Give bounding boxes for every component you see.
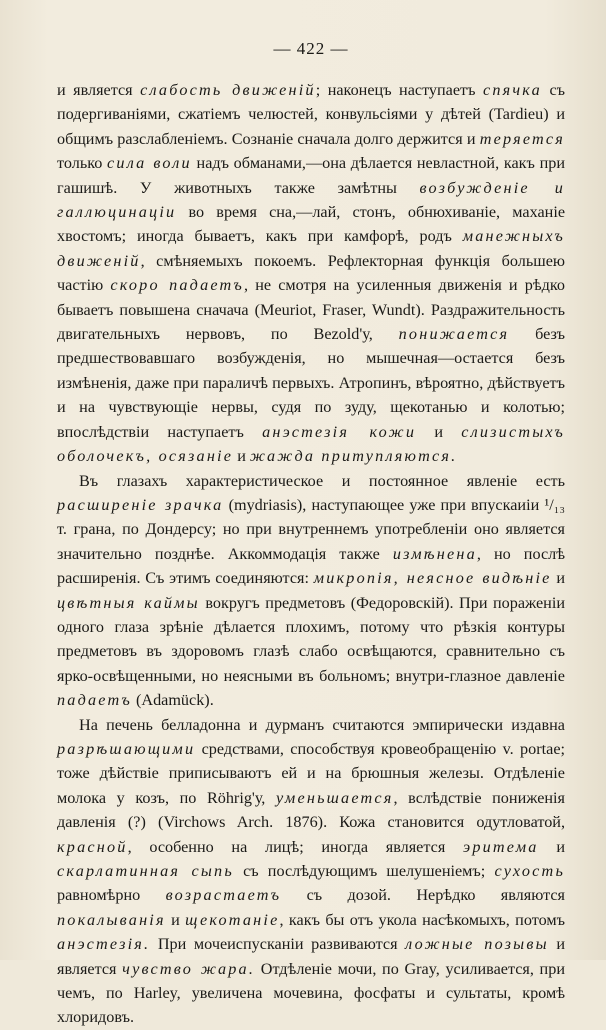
spaced-emphasis-text: расширеніе зрачка <box>57 495 224 514</box>
spaced-emphasis-text: скарлатинная сыпь <box>57 862 234 880</box>
page-number: — 422 — <box>273 39 349 58</box>
spaced-emphasis-text: падаетъ <box>57 691 132 710</box>
text-run: средствами, способствуя кровеобращенію v. portae; тоже дѣйствіе приписываютъ ей и на брюшныя железы. Отдѣленіе молока у козъ, по Röhrig'у, <box>57 739 565 807</box>
text-run: , не смотря на усиленныя движенія и рѣдко бываетъ повышена сначача (Meuriot, Fraser, Wundt). Раздражительность двигательныхъ нервовъ, по Bezold'у, <box>57 276 565 344</box>
spaced-emphasis-text: цвѣтныя каймы <box>57 593 200 612</box>
text-run: и <box>233 447 250 466</box>
spaced-emphasis-text: скоро падаетъ <box>110 276 245 295</box>
text-run: во время сна,—лай, стонъ, обнюхиваніе, маханіе хвостомъ; иногда бываетъ, какъ при камфорѣ, родъ <box>57 203 565 246</box>
text-run: , смѣняемыхъ покоемъ. Рефлекторная функція большею частію <box>57 251 565 295</box>
text-run: только <box>57 154 108 173</box>
text-run: , особенно на лицѣ; иногда является <box>127 837 463 856</box>
text-run: и является <box>57 81 141 99</box>
text-run: и <box>165 910 186 929</box>
paragraph <box>57 713 565 1030</box>
text-run: равномѣрно <box>57 886 166 905</box>
text-run: и <box>416 422 462 441</box>
text-run: съ дозой. Нерѣдко являются <box>281 886 565 905</box>
spaced-emphasis-text: эритема <box>462 837 539 856</box>
text-run: , вслѣдствіе пониженія давленія (?) (Virchows Arch. 1876). Кожа становится одутловатой, <box>57 788 565 832</box>
text-run: вокругъ предметовъ (Федоровскій). При пораженіи одного глаза зрѣніе дѣлается плохимъ, потому что рѣзкія контуры предметовъ въ здоровомъ глазѣ слабо освѣщаются, сравнительно съ ярко-освѣщенными, но неясными въ больномъ; внутри-глазное давленіе <box>57 593 565 685</box>
spaced-emphasis-text: слизистыхъ оболочекъ, осязаніе <box>57 422 565 466</box>
text-run: Отдѣленіе мочи, по Gray, усиливается, при чемъ, по Harley, увеличена мочевина, фосфаты и сультаты, кромѣ хлоридовъ. <box>57 959 565 1027</box>
spaced-emphasis-text: уменьшается <box>275 788 394 807</box>
spaced-emphasis-text: возбужденіе и галлюцинаціи <box>57 178 565 222</box>
spaced-emphasis-text: ложные позывы <box>405 935 549 954</box>
text-run: (Adamück). <box>131 691 214 710</box>
text-run: , но послѣ расширенія. Съ этимъ соединяются: <box>57 544 566 588</box>
spaced-emphasis-text: чувство жара. <box>122 959 256 978</box>
body-text <box>57 78 565 1030</box>
text-run: и является <box>57 935 566 978</box>
text-run: съ послѣдующимъ шелушеніемъ; <box>233 862 495 880</box>
spaced-emphasis-text: теряется <box>479 129 565 148</box>
spaced-emphasis-text: возрастаетъ <box>165 886 282 905</box>
text-run: На печень белладонна и дурманъ считаются эмпирически издавна <box>79 715 565 734</box>
text-run: Въ глазахъ характеристическое и постоянное явленіе есть <box>79 471 565 490</box>
text-run: и <box>538 837 565 856</box>
spaced-emphasis-text: покалыванія <box>57 910 166 929</box>
text-run: ; наконецъ наступаетъ <box>315 81 483 99</box>
spaced-emphasis-text: микропія, неясное видѣніе <box>313 569 552 588</box>
spaced-emphasis-text: слабость движеній <box>140 81 316 99</box>
text-run: съ подергиваніями, сжатіемъ челюстей, конвульсіями у дѣтей (Tardieu) и общимъ разслабленіемъ. Сознаніе сначала долго держится и <box>57 81 565 148</box>
spaced-emphasis-text: разрѣшающими <box>57 739 196 758</box>
text-run: , какъ бы отъ укола насѣкомыхъ, потомъ <box>279 910 565 929</box>
text-run: (mydriasis), наступающее уже при впускаиіи ¹/₁₃ т. грана, по Дондерсу; но при внутреннемъ употребленіи оно является значительно позднѣе. Аккоммодація также <box>57 495 565 563</box>
paragraph <box>57 469 565 713</box>
text-run: надъ обманами,—она дѣлается невластной, какъ при гашишѣ. У животныхъ также замѣтны <box>57 154 565 197</box>
spaced-emphasis-text: понижается <box>398 325 510 344</box>
spaced-emphasis-text: измѣнена <box>392 544 477 563</box>
spaced-emphasis-text: спячка <box>482 81 542 99</box>
spaced-emphasis-text: красной <box>57 837 128 856</box>
spaced-emphasis-text: сила воли <box>107 154 192 173</box>
text-run: и <box>551 569 565 588</box>
text-run: При мочеиспусканіи развиваются <box>150 935 406 954</box>
spaced-emphasis-text: жажда притупляются. <box>249 447 458 466</box>
paragraph <box>57 78 565 469</box>
spaced-emphasis-text: анэстезія кожи <box>262 422 417 441</box>
spaced-emphasis-text: анэстезія. <box>57 935 151 954</box>
spaced-emphasis-text: манежныхъ движеній <box>57 227 565 270</box>
text-run: безъ предшествовавшаго возбужденія, но мышечная—остается безъ измѣненія, даже при параличѣ первыхъ. Атропинъ, вѣроятно, дѣйствуетъ и на чувствующіе нервы, судя по зуду, щекотанью и колотью; впослѣдствіи наступаетъ <box>57 325 565 441</box>
spaced-emphasis-text: сухость <box>494 862 566 880</box>
spaced-emphasis-text: щекотаніе <box>185 910 280 929</box>
